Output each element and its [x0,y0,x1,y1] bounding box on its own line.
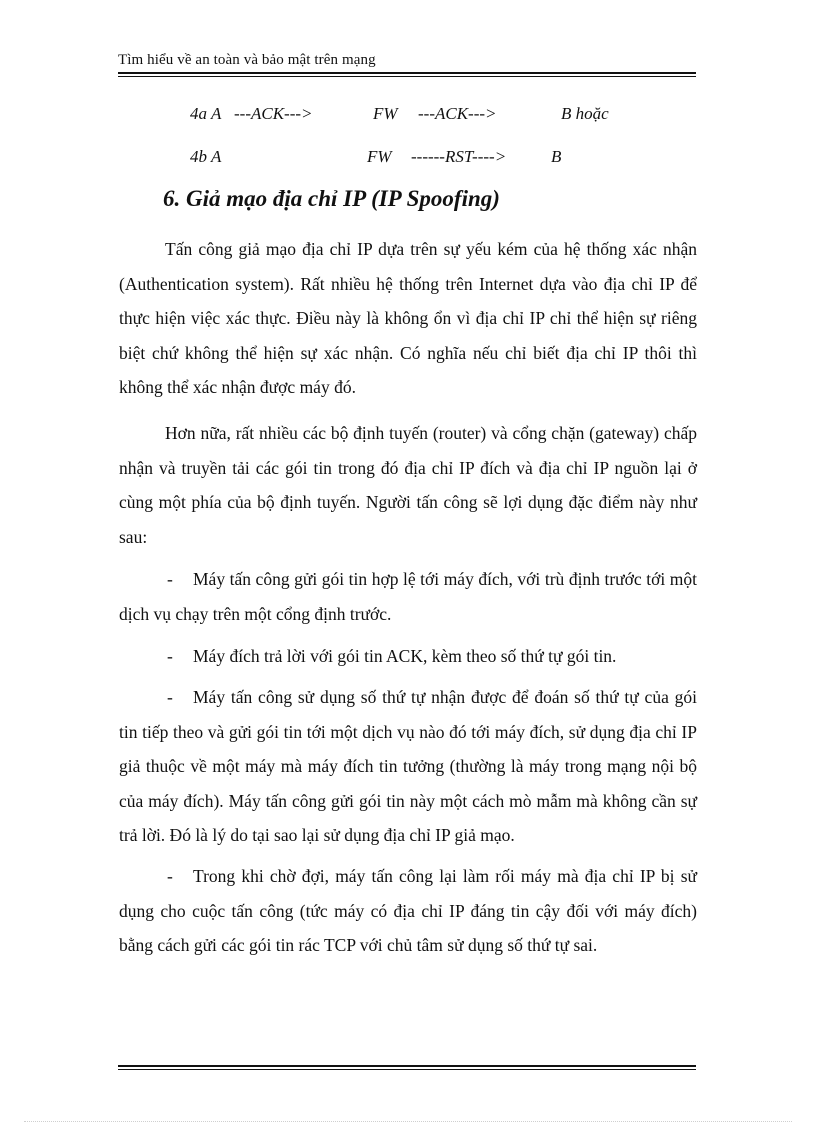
seq-row2-via: FW [367,147,392,166]
bullet-marker: - [167,687,173,707]
seq-row1-via: FW [373,104,398,123]
header-rule [118,72,696,77]
bullet-item [119,680,697,853]
seq-row2-dest: B [551,147,562,166]
seq-row1-step: 4a A [190,104,222,123]
bullet-text: Máy tấn công gửi gói tin hợp lệ tới máy đích, với trù định trước tới một dịch vụ chạy trên một cổng định trước. [119,569,697,624]
running-header-title: Tìm hiểu về an toàn và bảo mật trên mạng [118,52,376,68]
seq-row2-forward: ------RST----> [411,147,507,166]
footer-rule [118,1065,696,1070]
bullet-marker: - [167,866,173,886]
bullet-marker: - [167,646,173,666]
bullet-item [119,639,697,674]
paragraph-intro: Tấn công giả mạo địa chỉ IP dựa trên sự yếu kém của hệ thống xác nhận (Authentication system). Rất nhiều hệ thống trên Internet dựa vào địa chỉ IP để thực hiện việc xác thực. Điều này là không ổn vì địa chỉ IP chỉ thể hiện sự riêng biệt chứ không thể hiện sự xác nhận. Có nghĩa nếu chỉ biết địa chỉ IP thôi thì không thể xác nhận được máy đó. [119,239,697,397]
page-edge-dots [24,1121,792,1122]
paragraph-router: Hơn nữa, rất nhiều các bộ định tuyến (router) và cổng chặn (gateway) chấp nhận và truyền tải các gói tin trong đó địa chỉ IP đích và địa chỉ IP nguồn lại ở cùng một phía của bộ định tuyến. Người tấn công sẽ lợi dụng đặc điểm này như sau: [119,423,697,547]
bullet-text: Máy đích trả lời với gói tin ACK, kèm theo số thứ tự gói tin. [193,646,617,666]
bullet-item [119,859,697,963]
bullet-text: Trong khi chờ đợi, máy tấn công lại làm rối máy mà địa chỉ IP bị sử dụng cho cuộc tấn công (tức máy có địa chỉ IP đáng tin cậy đối với máy đích) bằng cách gửi các gói tin rác TCP với chủ tâm sử dụng số thứ tự sai. [119,866,697,955]
bullet-text: Máy tấn công sử dụng số thứ tự nhận được để đoán số thứ tự của gói tin tiếp theo và gửi gói tin tới một dịch vụ nào đó tới máy đích, sử dụng địa chỉ IP giả thuộc về một máy mà máy đích tin tưởng (thường là máy trong mạng nội bộ của máy đích). Máy tấn công gửi gói tin này một cách mò mẫm mà không cần sự trả lời. Đó là lý do tại sao lại sử dụng địa chỉ IP giả mạo. [119,687,697,845]
seq-row2-step: 4b A [190,147,222,166]
seq-row1-dest: B hoặc [561,104,609,123]
bullet-item [119,562,697,631]
section-heading: 6. Giả mạo địa chỉ IP (IP Spoofing) [163,186,500,211]
seq-row1-forward: ---ACK---> [418,104,497,123]
bullet-marker: - [167,569,173,589]
seq-row1-send: ---ACK---> [234,104,313,123]
